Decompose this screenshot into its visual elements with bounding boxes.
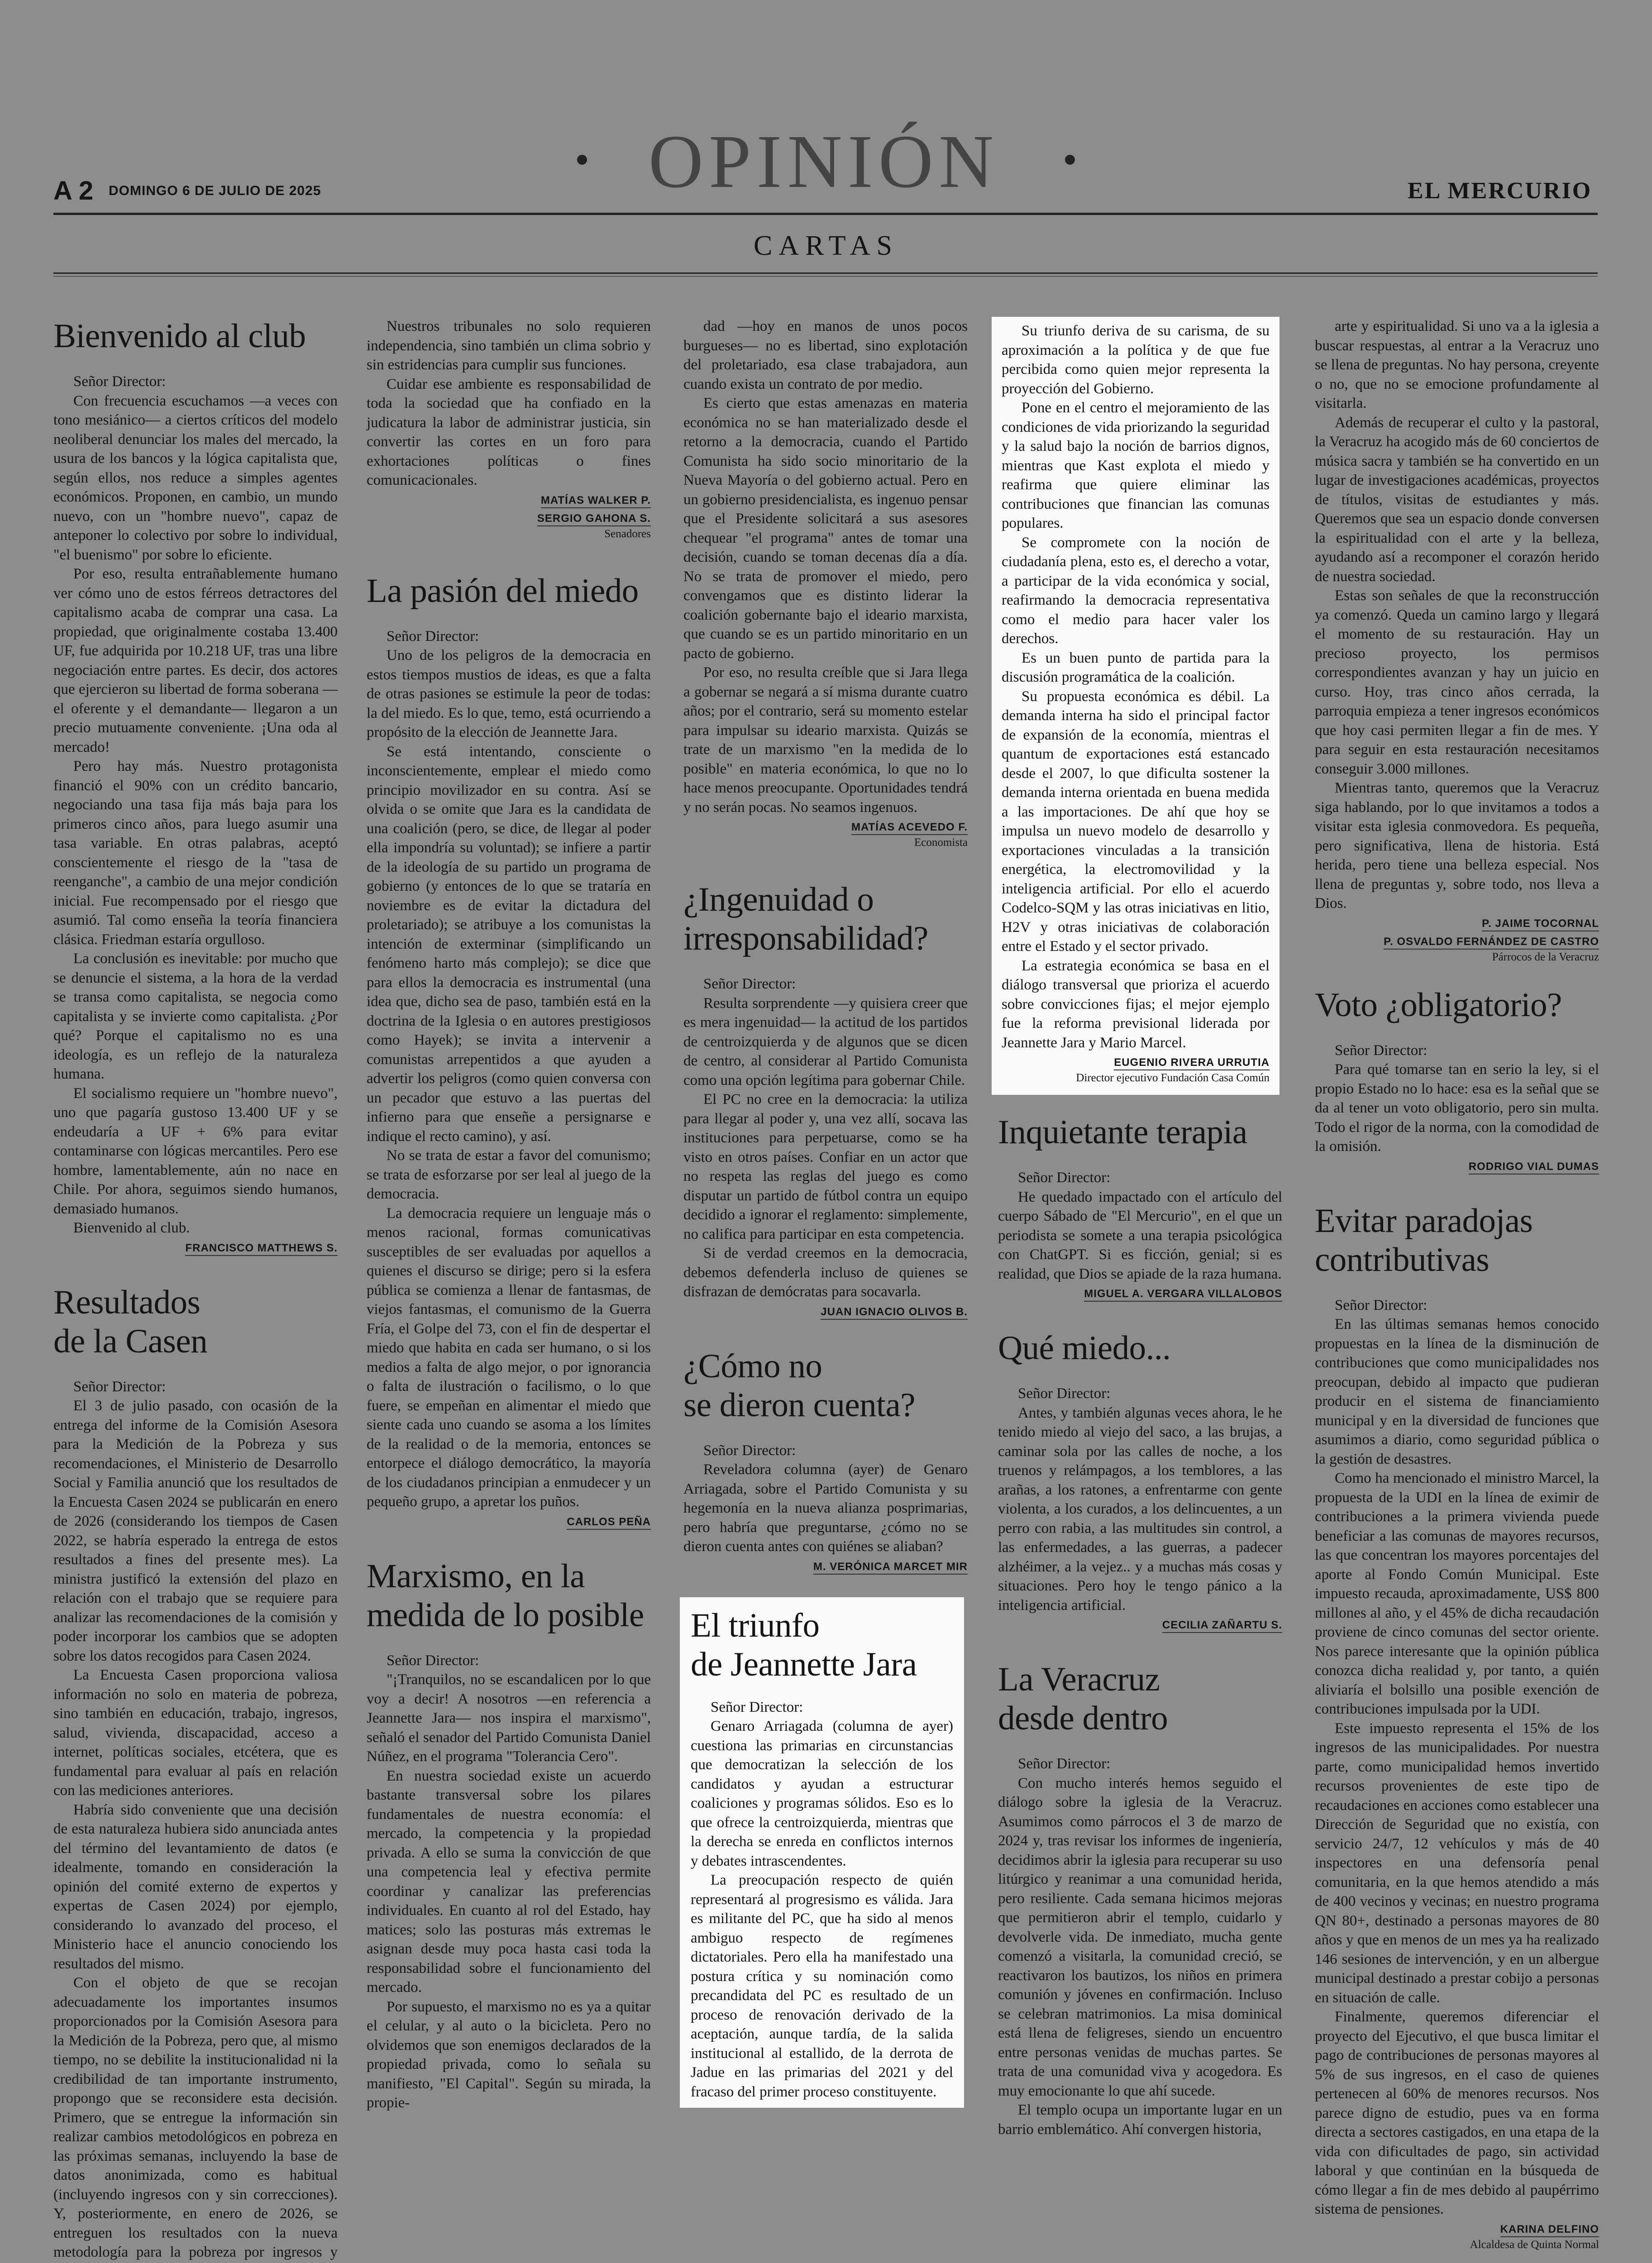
headline-ingenuidad: ¿Ingenuidad o irresponsabilidad? (683, 881, 928, 957)
paragraph: Estas son señales de que la reconstrucción ya comenzó. Queda un camino largo y llegará el momento de su restauración. Hay un precioso proyecto, los permisos correspondientes avanzan y hay un juicio en curso. Hoy, tras cinco años cerrada, la parroquia empieza a tener ingresos económicos que hoy casi permiten llegar a fin de mes. Y para seguir en esta restauración necesitamos conseguir 3.000 millones. (1315, 587, 1599, 777)
paragraph: Bienvenido al club. (73, 1220, 190, 1236)
paragraph: Pero hay más. Nuestro protagonista financió el 90% con un crédito bancario, negociando una tasa fija más baja para los primeros cinco años, para luego asumir una tasa variable. En otras palabras, aceptó conscientemente el riesgo de la "tasa de reenganche", a cambio de una mejor condición inicial. Fue recompensado por el riesgo que asumió. Tal como enseña la teoría financiera clásica. Friedman estaría orgulloso. (53, 758, 338, 948)
headline-voto: Voto ¿obligatorio? (1315, 986, 1562, 1024)
signature: CARLOS PEÑA (367, 1514, 651, 1530)
headline-bienvenido: Bienvenido al club (53, 317, 306, 355)
salutation: Señor Director: (711, 1699, 803, 1715)
section-title: OPINIÓN (648, 119, 999, 204)
column-2 (367, 317, 651, 2113)
newspaper-name: EL MERCURIO (1408, 178, 1592, 204)
paragraph: La estrategia económica se basa en el diálogo transversal que prioriza el acuerdo sobre convicciones fijas; el mejor ejemplo fue la reforma previsional liderada por Jeannette Jara y Mario Marcel. (1002, 957, 1270, 1051)
paragraph: Habría sido conveniente que una decisión de esta naturaleza hubiera sido anunciada antes del término del levantamiento de datos (e idealmente, tomando en consideración la opinión del comité externo de expertos y expertas de Casen 2024) por ejemplo, considerando lo avanzado del proceso, el Ministerio hace el anuncio conociendo los resultados del mismo. (53, 1801, 338, 1972)
paragraph: Pone en el centro el mejoramiento de las condiciones de vida priorizando la seguridad y la salud bajo la noción de barrios dignos, mientras que Kast explota el miedo y reafirma que quiere eliminar las contribuciones que financian las comunas populares. (1002, 400, 1270, 531)
affiliation: Economista (914, 836, 968, 849)
paragraph: Mientras tanto, queremos que la Veracruz siga hablando, por lo que invitamos a todos a visitar esta iglesia conmovedora. Es pequeña, pero significativa, llena de historia. Está herida, pero tiene una belleza especial. Nos llena de preguntas y, sobre todo, nos lleva a Dios. (1315, 780, 1599, 912)
affiliation: Párrocos de la Veracruz (1492, 950, 1599, 963)
paragraph: Para qué tomarse tan en serio la ley, si el propio Estado no lo hace: esa es la señal que se da al tener un voto obligatorio, pero sin multa. Todo el rigor de la norma, con la comodidad de la omisión. (1315, 1061, 1599, 1155)
headline-veracruz: La Veracruz desde dentro (998, 1661, 1168, 1737)
affiliation: Alcaldesa de Quinta Normal (1470, 2238, 1599, 2251)
paragraph: Es un buen punto de partida para la discusión programática de la coalición. (1002, 649, 1270, 685)
highlight-box-triunfo-cont (992, 317, 1280, 1095)
signature: SERGIO GAHONA S. (367, 511, 651, 526)
paragraph: Este impuesto representa el 15% de los ingresos de las municipalidades. Por nuestra parte, como municipalidad hemos invertido recursos provenientes de este tipo de recaudaciones en acciones como establecer una Dirección de Seguridad que no existía, con servicio 24/7, 12 vehículos y más de 40 inspectores en una defensoría penal comunitaria, en la que hemos atendido a más de 400 vecinos y vecinas; en nuestro programa QN 80+, destinado a personas mayores de 80 años y que en menos de un mes ya ha realizado 146 sesiones de intervención, y en un albergue municipal destinado a prestar cobijo a personas en situación de calle. (1315, 1720, 1599, 2006)
paragraph: Antes, y también algunas veces ahora, le he tenido miedo al viejo del saco, a las brujas, a caminar sola por las calles de noche, a los truenos y relámpagos, a los temblores, a las arañas, a los ratones, a enfrentarme con gente violenta, a los curados, a los delincuentes, a un perro con rabia, a las multitudes sin control, a las enfermedades, a las guerras, a padecer alzhéimer, a la vejez.. y a muchas más cosas y situaciones. Pero hoy le tengo pánico a la inteligencia artificial. (998, 1404, 1282, 1614)
signature: EUGENIO RIVERA URRUTIA (1002, 1055, 1270, 1070)
column-3 (683, 317, 968, 2108)
page-number: A 2 (53, 176, 94, 205)
paragraph: Se compromete con la noción de ciudadanía plena, esto es, el derecho a votar, a participar de la vida económica y social, reafirmando la democracia representativa como el medio para hacer valer los derechos. (1002, 534, 1270, 647)
headline-triunfo: El triunfo de Jeannette Jara (691, 1606, 917, 1683)
paragraph: El 3 de julio pasado, con ocasión de la entrega del informe de la Comisión Asesora para la Medición de la Pobreza y sus recomendaciones, el Ministerio de Desarrollo Social y Familia anunció que los resultados de la Encuesta Casen 2024 se publicarán en enero de 2026 (considerando los tiempos de Casen 2022, se habría esperado la entrega de estos resultados a fines del presente mes). La ministra justificó la extensión del plazo en relación con el trabajo que se requiere para analizar las recomendaciones de la comisión y poder incorporar los cambios que se adopten sobre los datos recogidos para Casen 2024. (53, 1398, 338, 1664)
column-4 (998, 317, 1282, 2139)
header-rule-bottom (53, 272, 1598, 274)
paragraph: dad —hoy en manos de unos pocos burgueses— no es libertad, sino explotación del proletariado, esa clase trabajadora, aun cuando exista un contrato de por medio. (683, 318, 968, 392)
paragraph: Como ha mencionado el ministro Marcel, la propuesta de la UDI en la línea de eximir de contribuciones a la primera vivienda puede beneficiar a las comunas de mayores recursos, las que concentran los mayores porcentajes del aporte al Fondo Común Municipal. Este impuesto recauda, aproximadamente, US$ 800 millones al año, y el 45% de dicha recaudación proviene de cinco comunas del sector oriente. Nos parece interesante que la opinión pública conozca dicha realidad y, por tanto, a quién aliviaría el bolsillo una posible exención de contribuciones impulsada por la UDI. (1315, 1470, 1599, 1717)
headline-marxismo: Marxismo, en la medida de lo posible (367, 1557, 644, 1634)
affiliation: Senadores (604, 527, 651, 540)
salutation: Señor Director: (73, 1378, 166, 1395)
paragraph: Uno de los peligros de la democracia en estos tiempos mustios de ideas, es que a falta de otras pasiones se estimule la peor de todas: la del miedo. Es lo que, temo, está ocurriendo a propósito de la elección de Jeannette Jara. (367, 647, 651, 740)
paragraph: Genaro Arriagada (columna de ayer) cuestiona las primarias en circunstancias que democratizan la selección de los candidatos y ayudan a estructurar coaliciones y programas sólidos. Eso es lo que ofrece la centroizquierda, mientras que la derecha se enreda en conflictos internos y debates intrascendentes. (691, 1718, 953, 1869)
signature: P. JAIME TOCORNAL (1315, 916, 1599, 931)
salutation: Señor Director: (387, 1652, 479, 1669)
paragraph: He quedado impactado con el artículo del cuerpo Sábado de "El Mercurio", en el que un periodista se somete a una terapia psicológica con ChatGPT. Si es ficción, genial; si es realidad, que Dios se apiade de la raza humana. (998, 1189, 1282, 1282)
paragraph: Es cierto que estas amenazas en materia económica no se han materializado desde el retorno a la democracia, cuando el Partido Comunista ha sido socio minoritario de la Nueva Mayoría o del gobierno actual. Pero en un gobierno presidencialista, es ingenuo pensar que el Presidente solicitará a sus asesores chequear "el programa" antes de tomar una decisión, cuando se toman decenas día a día. No se trata de promover el miedo, pero convengamos que es distinto liderar la coalición gobernante bajo el ideario marxista, que cuando se es un partido minoritario en un pacto de gobierno. (683, 395, 968, 662)
paragraph: Además de recuperar el culto y la pastoral, la Veracruz ha acogido más de 60 conciertos de música sacra y también se ha convertido en un lugar de investigaciones académicas, proyectos de títulos, visitas de estudiantes y más. Queremos que sea un espacio donde conversen la espiritualidad con el arte y la belleza, ayudando así a recomponer el corazón herido de nuestra sociedad. (1315, 414, 1599, 585)
paragraph: Resulta sorprendente —y quisiera creer que es mera ingenuidad— la actitud de los partidos de centroizquierda y de algunos que se dicen de centro, al considerar al Partido Comunista como una opción legítima para gobernar Chile. (683, 995, 968, 1089)
signature: MATÍAS WALKER P. (367, 493, 651, 508)
page-date: DOMINGO 6 DE JULIO DE 2025 (109, 183, 321, 198)
signature: MATÍAS ACEVEDO F. (683, 820, 968, 835)
signature: KARINA DELFINO (1315, 2222, 1599, 2237)
paragraph: La democracia requiere un lenguaje más o menos racional, formas comunicativas susceptibles de ser evaluadas por aquellos a quienes el discurso se dirige; pero si la esfera pública se comienza a llenar de fantasmas, de viejos fantasmas, el comunismo de la Guerra Fría, el Golpe del 73, con el fin de despertar el miedo que habita en cada ser humano, o si los medios a falta de algo mejor, o por ignorancia o falta de ilustración o facilismo, o lo que fuere, se empeñan en alimentar el miedo que siente cada uno cuando se asoma a los límites de la realidad o de la memoria, entonces se entorpece el diálogo democrático, la mayoría de los ciudadanos principian a enmudecer y un pequeño grupo, a apretar los puños. (367, 1205, 651, 1510)
signature: CECILIA ZAÑARTU S. (998, 1618, 1282, 1633)
paragraph: Su propuesta económica es débil. La demanda interna ha sido el principal factor de expansión de la economía, mientras el quantum de exportaciones está estancado desde el 2007, lo que dificulta sostener la demanda interna orientada en buena medida a las importaciones. De ahí que hoy se impulsa un nuevo modelo de desarrollo y exportaciones vinculadas a la transición energética, la electromovilidad y la inteligencia artificial. Por ello el acuerdo Codelco-SQM y las otras iniciativas en litio, H2V y otras iniciativas de colaboración entre el Estado y el sector privado. (1002, 688, 1270, 955)
salutation: Señor Director: (1018, 1170, 1111, 1186)
paragraph: Si de verdad creemos en la democracia, debemos defenderla incluso de quienes se disfrazan de demócratas para socavarla. (683, 1245, 968, 1300)
paragraph: Finalmente, queremos diferenciar el proyecto del Ejecutivo, el que busca limitar el pago de contribuciones de personas mayores al 5% de sus ingresos, en el caso de quienes pertenecen al 60% de menores recursos. Nos parece digno de estudio, pues va en forma directa a sectores castigados, en una etapa de la vida con dificultades de pago, sin actividad laboral y que continúan en la búsqueda de cómo llegar a fin de mes debido al paupérrimo sistema de pensiones. (1315, 2009, 1599, 2217)
paragraph: Con mucho interés hemos seguido el diálogo sobre la iglesia de la Veracruz. Asumimos como párrocos el 3 de marzo de 2024 y, tras revisar los informes de ingeniería, decidimos abrir la iglesia para recuperar su uso litúrgico y reanimar a una comunidad herida, pero resiliente. Cada semana hicimos mejoras que permitieron abrir el templo, cuidarlo y devolverle vida. De inmediato, mucha gente comenzó a visitarla, la comunidad creció, se reactivaron los bautizos, los niños en primera comunión y jóvenes en confirmación. Incluso se celebran matrimonios. La misa dominical está llena de feligreses, siendo un encuentro entre personas venidas de muchas partes. Se trata de una comunidad viva y acogedora. Es muy emocionante lo que ahí sucede. (998, 1775, 1282, 2099)
paragraph: El socialismo requiere un "hombre nuevo", uno que pagaría gustoso 13.400 UF y se endeudaría a UF + 6% para evitar contaminarse con lógicas mercantiles. Pero ese hombre, lamentablemente, aún no nace en Chile. Por ahora, seguimos siendo humanos, demasiado humanos. (53, 1085, 338, 1217)
salutation: Señor Director: (387, 628, 479, 645)
signature: P. OSVALDO FERNÁNDEZ DE CASTRO (1315, 934, 1599, 950)
header-rule-top (53, 213, 1598, 215)
paragraph: Cuidar ese ambiente es responsabilidad de toda la sociedad que ha confiado en la judicatura la labor de administrar justicia, sin convertir las cortes en un foro para exhortaciones políticas o fines comunicacionales. (367, 376, 651, 488)
paragraph: Se está intentando, consciente o inconscientemente, emplear el miedo como principio movilizador en su contra. Así se olvida o se omite que Jara es la candidata de una coalición (pero, se dice, de llegar al poder ella impondría su voluntad); se infiere a partir de la ideología de su partido un programa de gobierno (y entonces de lo que se trataría en noviembre es de evitar la dictadura del proletariado); se atribuye a los comunistas la intención de exterminar (simplificando un fenómeno harto más complejo); se dice que para ellos la democracia es instrumental (una idea que, dicho sea de paso, también está en la doctrina de la Iglesia o en autores prestigiosos como Hayek); se invita a intervenir a comunistas arrepentidos a que ayuden a advertir los peligros (como quien conversa con un pecador que estuvo a las puertas del infierno para que enseñe a persignarse e indique el recto camino), y así. (367, 743, 651, 1145)
salutation: Señor Director: (1335, 1042, 1428, 1059)
header-rule-bottom-2 (53, 276, 1598, 277)
column-1 (53, 317, 338, 2263)
paragraph: Con frecuencia escuchamos —a veces con tono mesiánico— a ciertos críticos del modelo neoliberal denunciar los males del mercado, la usura de los bancos y la lógica capitalista que, según ellos, nos reduce a simples agentes económicos. Proponen, en cambio, un mundo nuevo, con un "hombre nuevo", capaz de anteponer lo colectivo por sobre lo individual, "el buenismo" por sobre lo eficiente. (53, 392, 338, 563)
paragraph: Su triunfo deriva de su carisma, de su aproximación a la política y de que fue percibida como quien mejor representa la proyección del Gobierno. (1002, 323, 1270, 397)
headline-paradojas: Evitar paradojas contributivas (1315, 1202, 1533, 1279)
paragraph: Por eso, no resulta creíble que si Jara llega a gobernar se negará a sí misma durante cuatro años; por el contrario, será su momento estelar para impulsar su ideario marxista. Quizás se trate de un marxismo "en la medida de lo posible" en materia económica, lo que no lo hace menos preocupante. Oportunidades tendrá y no serán pocas. No seamos ingenuos. (683, 664, 968, 816)
signature: RODRIGO VIAL DUMAS (1315, 1159, 1599, 1174)
salutation: Señor Director: (1335, 1297, 1428, 1313)
salutation: Señor Director: (703, 1442, 796, 1459)
salutation: Señor Director: (73, 373, 166, 390)
paragraph: Por eso, resulta entrañablemente humano ver cómo uno de estos férreos detractores del capitalismo acaba de comprar una casa. La propiedad, que originalmente costaba 13.400 UF, fue adquirida por 10.218 UF, tras una libre negociación entre partes. Es decir, dos actores que ejercieron su libertad de forma soberana —el oferente y el demandante— llegaron a un precio mutuamente conveniente. ¡Una oda al mercado! (53, 566, 338, 755)
paragraph: Con el objeto de que se recojan adecuadamente los importantes insumos proporcionados por la Comisión Asesora para la Medición de la Pobreza, pero que, al mismo tiempo, no se debilite la institucionalidad ni la credibilidad de tan importante instrumento, propongo que se reconsidere esta decisión. Primero, que se entregue la información sin realizar cambios metodológicos en pobreza en las próximas semanas, incluyendo la base de datos anonimizada, como es habitual (incluyendo ingresos con y sin correcciones). Y, posteriormente, en enero de 2026, se entreguen los resultados con la nueva metodología para la pobreza por ingresos y (53, 1975, 338, 2260)
headline-terapia: Inquietante terapia (998, 1113, 1247, 1151)
salutation: Señor Director: (703, 976, 796, 992)
highlight-box-triunfo (680, 1597, 964, 2108)
headline-quemiedo: Qué miedo... (998, 1329, 1171, 1367)
affiliation: Director ejecutivo Fundación Casa Común (1076, 1072, 1270, 1084)
signature: MIGUEL A. VERGARA VILLALOBOS (998, 1286, 1282, 1302)
signature: FRANCISCO MATTHEWS S. (53, 1241, 338, 1256)
headline-casen: Resultados de la Casen (53, 1283, 208, 1360)
paragraph: La preocupación respecto de quién representará al progresismo es válida. Jara es militante del PC, que ha sido al menos ambiguo respecto de regímenes dictatoriales. Pero ella ha manifestado una postura crítica y su nominación como precandidata del PC es resultado de un proceso de renovación derivado de la aceptación, aunque tardía, de la salida institucional al estallido, de la derrota de Jadue en las primarias del 2021 y del fracaso del primer proceso constituyente. (691, 1872, 953, 2100)
paragraph: Por supuesto, el marxismo no es ya a quitar el celular, y al auto o la bicicleta. Pero no olvidemos que son enemigos declarados de la propiedad privada, como lo señala su manifiesto, "El Capital". Según su mirada, la propie- (367, 1998, 651, 2111)
paragraph: arte y espiritualidad. Si uno va a la iglesia a buscar respuestas, al entrar a la Veracruz uno se llena de preguntas. No hay persona, creyente o no, que no se emocione profundamente al visitarla. (1315, 318, 1599, 411)
headline-miedo: La pasión del miedo (367, 572, 639, 610)
salutation: Señor Director: (1018, 1385, 1111, 1402)
section-bullet-right (1065, 155, 1075, 165)
section-bullet-left (577, 155, 587, 165)
signature: JUAN IGNACIO OLIVOS B. (683, 1304, 968, 1320)
signature: M. VERÓNICA MARCET MIR (683, 1559, 968, 1575)
paragraph: En nuestra sociedad existe un acuerdo bastante transversal sobre los pilares fundamentales de nuestra economía: el mercado, la competencia y la propiedad privada. A ello se suma la convicción de que una competencia leal y efectiva permite coordinar y canalizar las preferencias individuales. En cuanto al rol del Estado, hay matices; solo las posturas más extremas le asignan desde muy poca hasta casi toda la responsabilidad sobre el funcionamiento del mercado. (367, 1767, 651, 1996)
paragraph: El PC no cree en la democracia: la utiliza para llegar al poder y, una vez allí, socava las instituciones para perpetuarse, como se ha visto en otros países. Confiar en un actor que no respeta las reglas del juego es como disputar un partido de fútbol contra un equipo decidido a ignorar el reglamento: simplemente, no califica para participar en esta competencia. (683, 1091, 968, 1242)
paragraph: El templo ocupa un importante lugar en un barrio emblemático. Ahí convergen historia, (998, 2102, 1282, 2138)
paragraph: No se trata de estar a favor del comunismo; se trata de esforzarse por ser leal al juego de la democracia. (367, 1147, 651, 1202)
salutation: Señor Director: (1018, 1756, 1111, 1772)
headline-cuenta: ¿Cómo no se dieron cuenta? (683, 1347, 916, 1424)
column-5 (1315, 317, 1599, 2263)
paragraph: En las últimas semanas hemos conocido propuestas en la línea de la disminución de contribuciones que como municipalidades nos preocupan, debido al impacto que pudieran producir en el sistema de financiamiento municipal y en la diversidad de funciones que asumimos a diario, como seguridad pública o la gestión de desastres. (1315, 1316, 1599, 1467)
paragraph: Nuestros tribunales no solo requieren independencia, sino también un clima sobrio y sin estridencias para cumplir sus funciones. (367, 318, 651, 373)
paragraph: "¡Tranquilos, no se escandalicen por lo que voy a decir! A nosotros —en referencia a Jeannette Jara— nos inspira el marxismo", señaló el senador del Partido Comunista Daniel Núñez, en el programa "Tolerancia Cero". (367, 1671, 651, 1765)
paragraph: La conclusión es inevitable: por mucho que se denuncie el sistema, a la hora de la verdad se transa como capitalista, se negocia como capitalista y se invierte como capitalista. ¿Por qué? Porque el capitalismo no es una ideología, es un reflejo de la naturaleza humana. (53, 950, 338, 1082)
paragraph: Reveladora columna (ayer) de Genaro Arriagada, sobre el Partido Comunista y su hegemonía en la nueva alianza posprimarias, pero habría que preguntarse, ¿cómo no se dieron cuenta antes con quiénes se aliaban? (683, 1461, 968, 1555)
paragraph: La Encuesta Casen proporciona valiosa información no solo en materia de pobreza, sino también en educación, trabajo, ingresos, salud, vivienda, discapacidad, acceso a internet, políticas sociales, etcétera, que es fundamental para evaluar al país en relación con las mediciones anteriores. (53, 1667, 338, 1799)
subsection-title: CARTAS (754, 230, 898, 261)
